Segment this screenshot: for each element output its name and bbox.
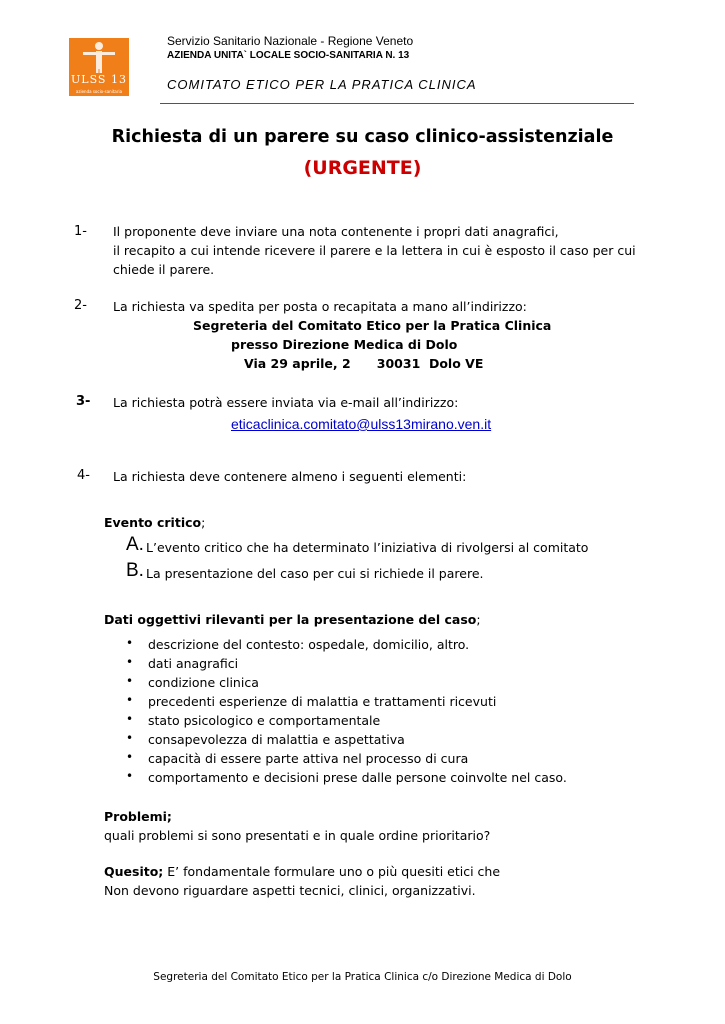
dati-bullet-8: comportamento e decisioni prese dalle persone coinvolte nel caso. — [148, 770, 567, 785]
dati-bullet-4: precedenti esperienze di malattia e trattamenti ricevuti — [148, 694, 497, 709]
item-1-number: 1- — [74, 224, 87, 239]
address-line-3: Via 29 aprile, 2 30031 Dolo VE — [244, 356, 484, 371]
quesito-text: E’ fondamentale formulare uno o più quesiti etici che — [163, 864, 501, 879]
page-footer: Segreteria del Comitato Etico per la Pratica Clinica c/o Direzione Medica di Dolo — [153, 971, 572, 983]
dati-bullet-6: consapevolezza di malattia e aspettativa — [148, 732, 405, 747]
quesito-line-2: Non devono riguardare aspetti tecnici, clinici, organizzativi. — [104, 883, 476, 898]
header-line-2: AZIENDA UNITA` LOCALE SOCIO-SANITARIA N. 13 — [167, 50, 410, 61]
evento-item-a: L’evento critico che ha determinato l’iniziativa di rivolgersi al comitato — [146, 540, 589, 555]
bullet-dot: • — [126, 731, 134, 745]
bullet-dot: • — [126, 750, 134, 764]
header-divider — [160, 103, 634, 104]
page-title: Richiesta di un parere su caso clinico-assistenziale — [111, 127, 614, 147]
dati-bullet-5: stato psicologico e comportamentale — [148, 713, 381, 728]
item-2-text: La richiesta va spedita per posta o recapitata a mano all’indirizzo: — [113, 299, 527, 314]
bullet-dot: • — [126, 693, 134, 707]
item-4-number: 4- — [77, 468, 90, 483]
logo-subtitle: azienda socio-sanitaria — [75, 89, 123, 94]
dati-bullet-7: capacità di essere parte attiva nel processo di cura — [148, 751, 469, 766]
bullet-dot: • — [126, 655, 134, 669]
email-link[interactable]: eticaclinica.comitato@ulss13mirano.ven.it — [231, 416, 492, 432]
dati-bullet-1: descrizione del contesto: ospedale, domicilio, altro. — [148, 637, 470, 652]
address-line-2: presso Direzione Medica di Dolo — [231, 337, 458, 352]
evento-heading-text: Evento critico — [104, 515, 202, 530]
item-1-line-2: il recapito a cui intende ricevere il parere e la lettera in cui è esposto il caso per cui — [113, 243, 636, 258]
bullet-dot: • — [126, 769, 134, 783]
item-1-line-3: chiede il parere. — [113, 262, 215, 277]
dati-bullet-2: dati anagrafici — [148, 656, 239, 671]
item-3-number: 3- — [76, 394, 91, 409]
urgent-label: (URGENTE) — [303, 157, 422, 179]
item-3-text: La richiesta potrà essere inviata via e-mail all’indirizzo: — [113, 395, 459, 410]
evento-heading — [104, 513, 205, 532]
dati-heading — [104, 610, 481, 629]
bullet-dot: • — [126, 712, 134, 726]
dati-heading-punct: ; — [476, 612, 481, 627]
evento-letter-b: B. — [126, 560, 144, 581]
problemi-text: quali problemi si sono presentati e in quale ordine prioritario? — [104, 828, 491, 843]
quesito-line-1 — [104, 862, 500, 881]
dati-bullet-3: condizione clinica — [148, 675, 259, 690]
bullet-dot: • — [126, 674, 134, 688]
logo-text: ULSS 13 — [71, 73, 127, 86]
address-line-1: Segreteria del Comitato Etico per la Pratica Clinica — [193, 318, 552, 333]
quesito-heading: Quesito; — [104, 864, 164, 879]
dati-heading-text: Dati oggettivi rilevanti per la presentazione del caso — [104, 612, 477, 627]
evento-heading-punct: ; — [201, 515, 206, 530]
ulss-logo — [69, 38, 129, 96]
evento-letter-a: A. — [126, 534, 144, 555]
problemi-heading: Problemi; — [104, 809, 172, 824]
header-line-1: Servizio Sanitario Nazionale - Regione Veneto — [167, 34, 414, 48]
item-4-text: La richiesta deve contenere almeno i seguenti elementi: — [113, 469, 467, 484]
item-2-number: 2- — [74, 298, 87, 313]
evento-item-b: La presentazione del caso per cui si richiede il parere. — [146, 566, 484, 581]
item-1-line-1: Il proponente deve inviare una nota contenente i propri dati anagrafici, — [113, 224, 559, 239]
header-committee: COMITATO ETICO PER LA PRATICA CLINICA — [167, 77, 477, 92]
ulss-logo-graphic — [69, 38, 129, 96]
bullet-dot: • — [126, 636, 134, 650]
